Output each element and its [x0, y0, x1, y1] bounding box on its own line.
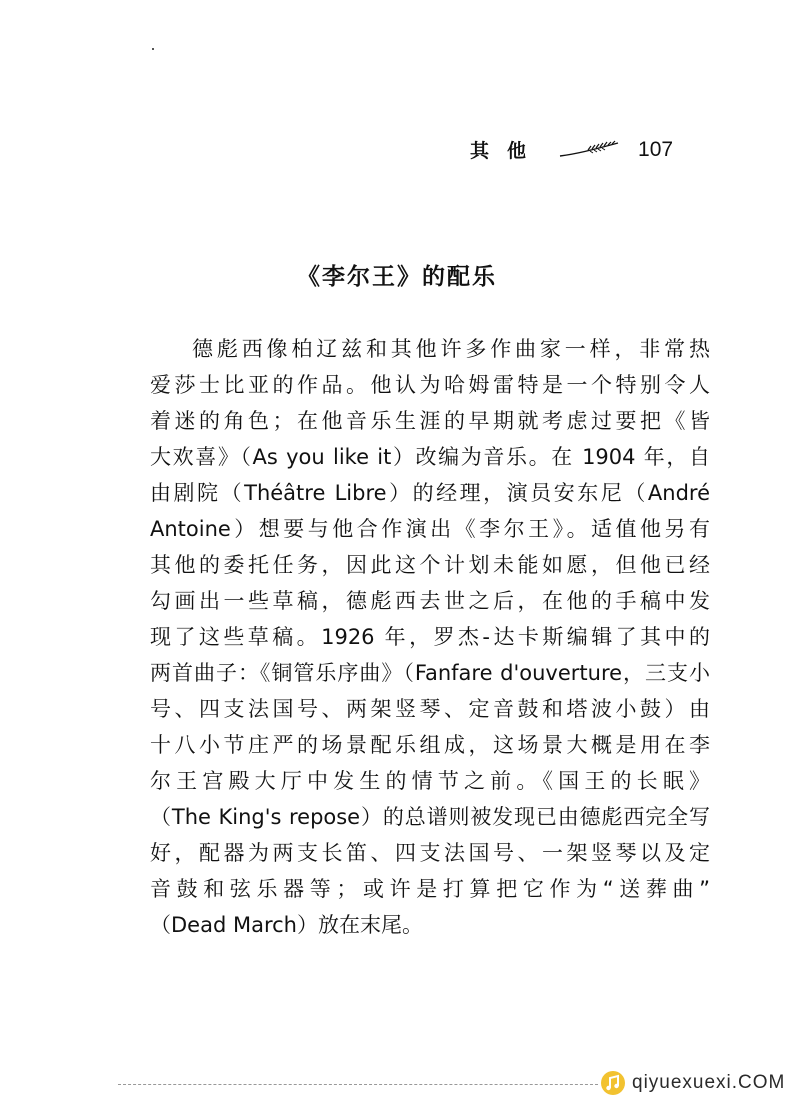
body-line: 勾画出一些草稿，德彪西去世之后，在他的手稿中发	[150, 589, 710, 613]
body-line: Antoine）想要与他合作演出《李尔王》。适值他另有	[150, 517, 710, 541]
watermark-text: qiyuexuexi.COM	[632, 1072, 786, 1093]
body-line: 好，配器为两支长笛、四支法国号、一架竖琴以及定	[150, 841, 710, 865]
body-line: 着迷的角色；在他音乐生涯的早期就考虑过要把《皆	[150, 409, 710, 433]
scan-speck	[152, 48, 154, 50]
article-title: 《李尔王》的配乐	[297, 263, 497, 290]
body-line: 其他的委托任务，因此这个计划未能如愿，但他已经	[150, 553, 710, 577]
body-line: （The King's repose）的总谱则被发现已由德彪西完全写	[150, 805, 710, 829]
body-line: 十八小节庄严的场景配乐组成，这场景大概是用在李	[150, 733, 710, 757]
body-line: 德彪西像柏辽兹和其他许多作曲家一样，非常热	[192, 337, 710, 361]
body-line: 爱莎士比亚的作品。他认为哈姆雷特是一个特别令人	[150, 373, 710, 397]
feather-ornament-icon	[558, 140, 620, 160]
page-number: 107	[638, 137, 674, 161]
body-line: 号、四支法国号、两架竖琴、定音鼓和塔波小鼓）由	[150, 697, 710, 721]
header-section-title: 其他	[470, 140, 545, 162]
body-line: （Dead March）放在末尾。	[150, 913, 423, 937]
body-line: 尔王宫殿大厅中发生的情节之前。《国王的长眠》	[150, 769, 710, 793]
running-header	[470, 136, 673, 163]
site-watermark	[600, 1070, 785, 1096]
body-line: 大欢喜》（As you like it）改编为音乐。在 1904 年，自	[150, 445, 710, 469]
music-note-icon	[600, 1070, 626, 1096]
article-body	[150, 331, 710, 943]
body-line: 现了这些草稿。1926 年，罗杰-达卡斯编辑了其中的	[150, 625, 710, 649]
body-line: 两首曲子：《铜管乐序曲》（Fanfare d'ouverture，三支小	[150, 661, 710, 685]
body-line: 音鼓和弦乐器等；或许是打算把它作为“送葬曲”	[150, 877, 710, 901]
footer-dashed-rule	[118, 1084, 598, 1085]
body-line: 由剧院（Théâtre Libre）的经理，演员安东尼（André	[150, 481, 710, 505]
